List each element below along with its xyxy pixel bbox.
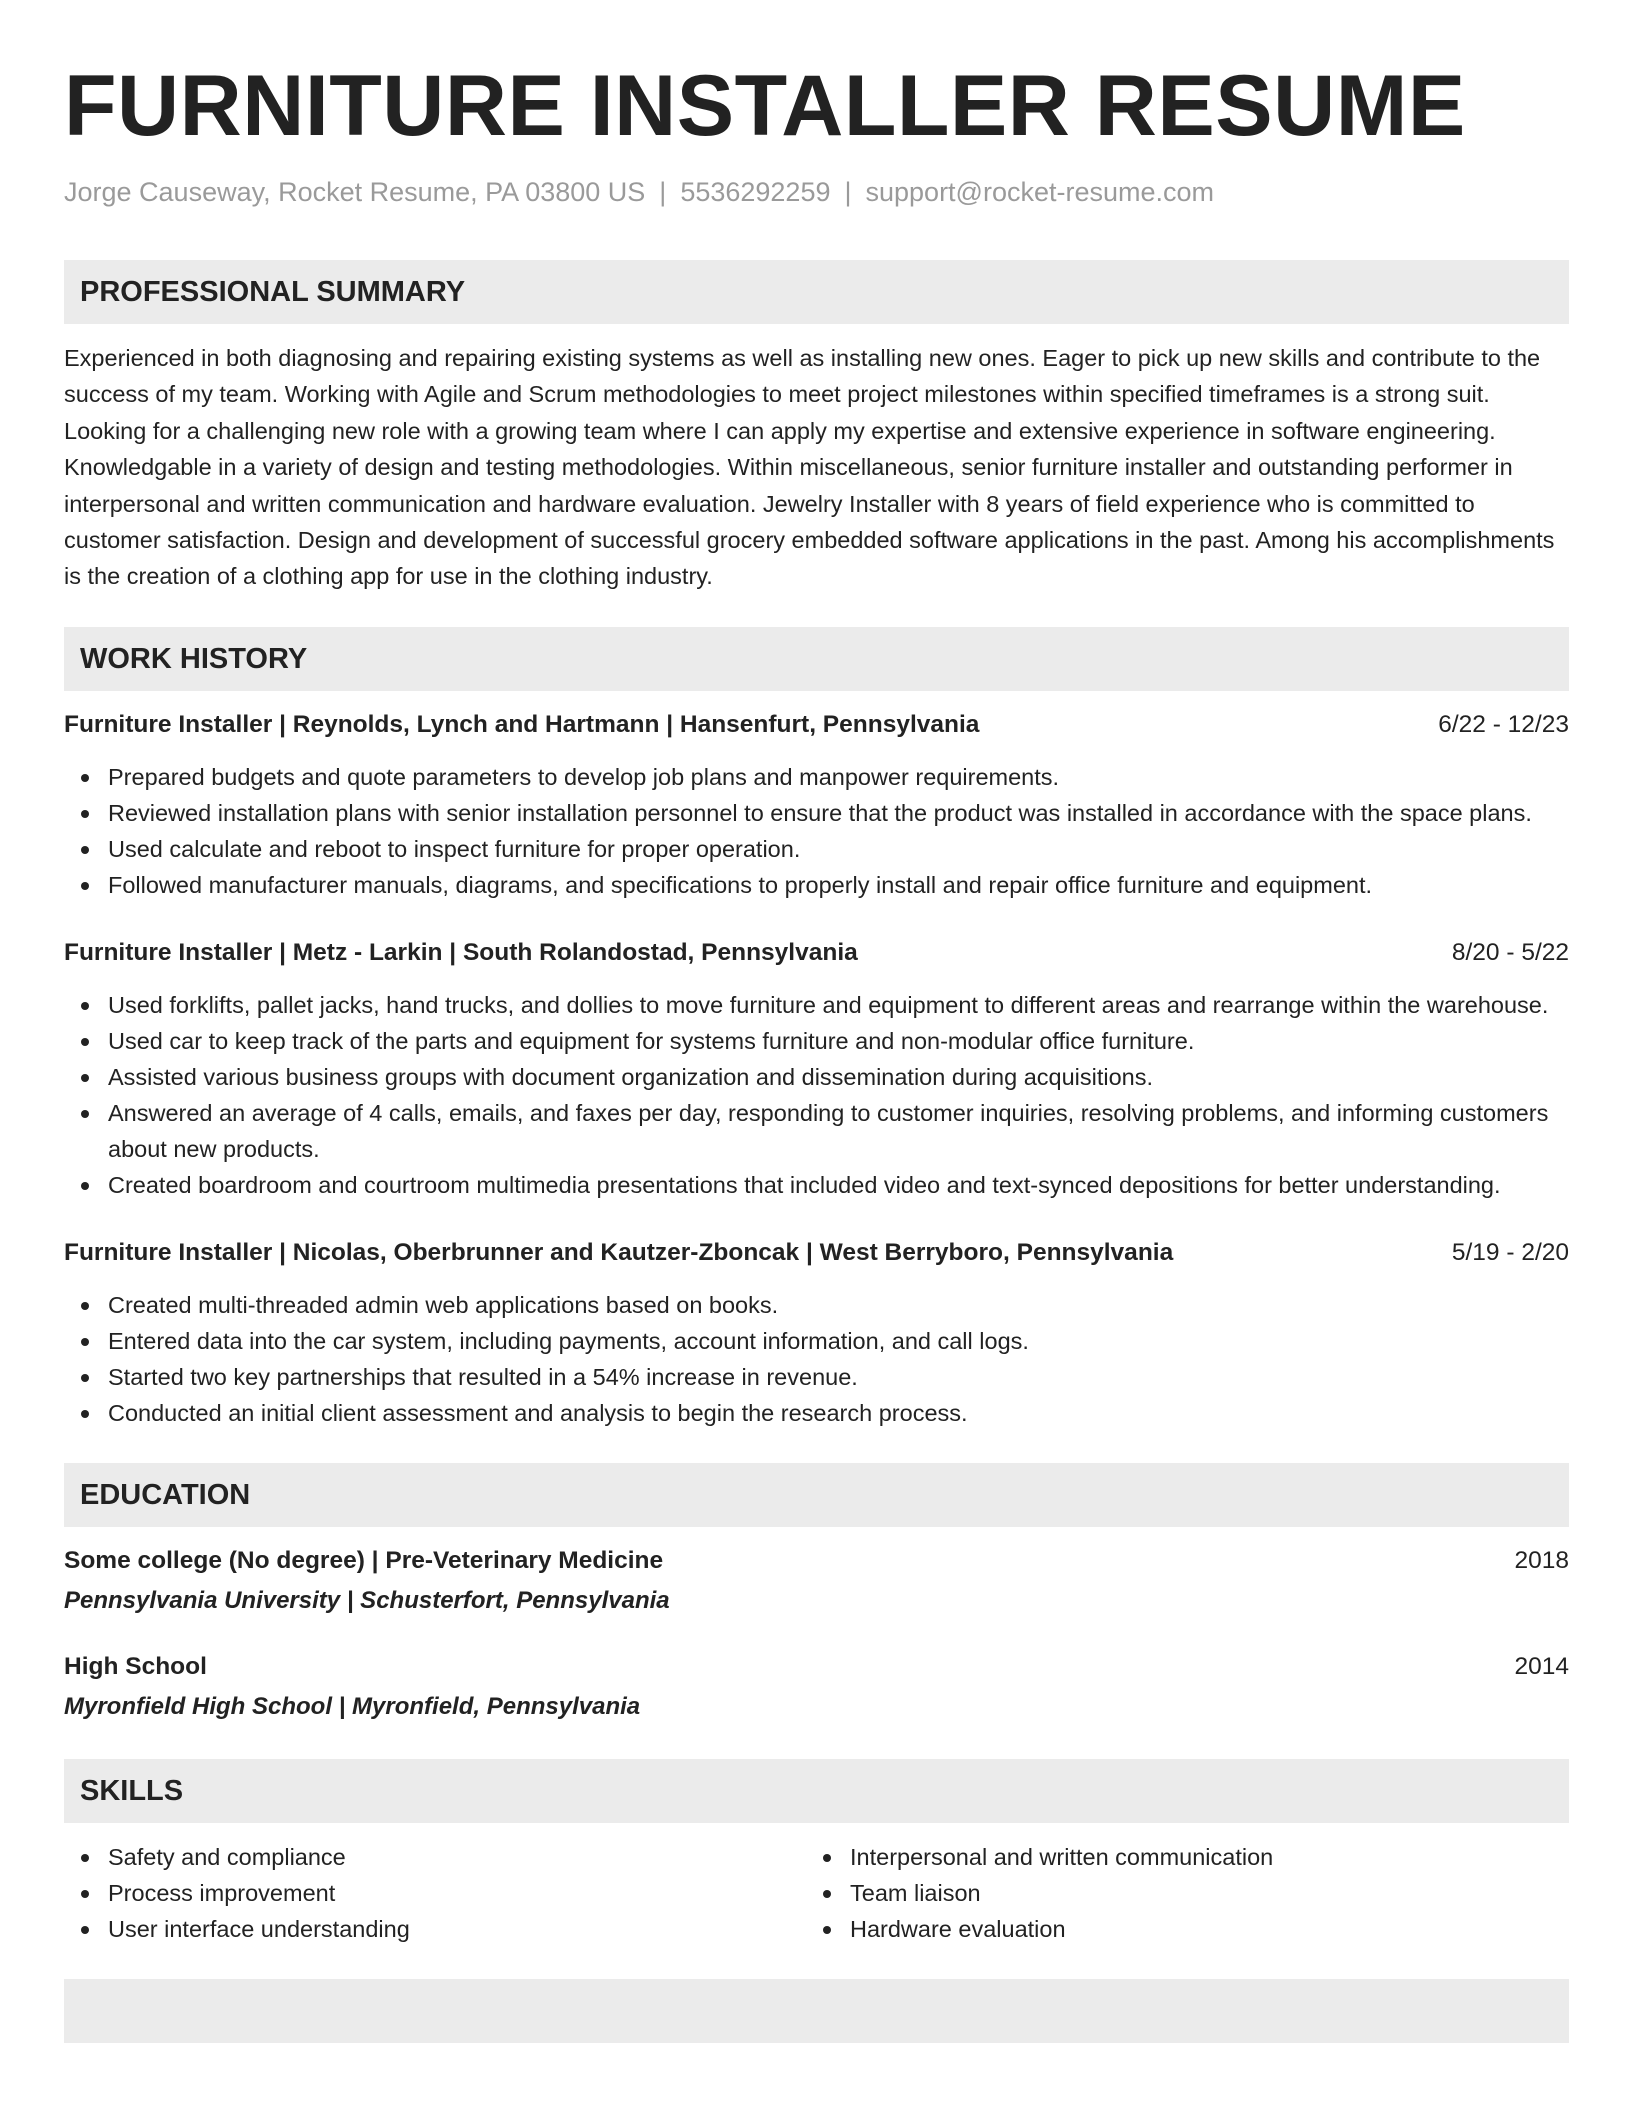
- job-title: Furniture Installer | Metz - Larkin | South Rolandostad, Pennsylvania: [64, 938, 858, 966]
- education-entry: [64, 1543, 1569, 1619]
- job-dates: 6/22 - 12/23: [1438, 710, 1569, 738]
- job-bullets: [64, 759, 1569, 903]
- resume-page: [64, 0, 1569, 2043]
- skill-item: Hardware evaluation: [806, 1911, 1548, 1947]
- job-bullet: Prepared budgets and quote parameters to develop job plans and manpower requirements.: [64, 759, 1569, 795]
- job-bullets: [64, 987, 1569, 1203]
- job-bullet: Followed manufacturer manuals, diagrams, and specifications to properly install and repair office furniture and equipment.: [64, 867, 1569, 903]
- job-bullet: Used calculate and reboot to inspect furniture for proper operation.: [64, 831, 1569, 867]
- job-bullet: Used car to keep track of the parts and equipment for systems furniture and non-modular office furniture.: [64, 1023, 1569, 1059]
- section-header-next: [64, 1979, 1569, 2043]
- section-header-skills: SKILLS: [64, 1759, 1569, 1823]
- contact-phone[interactable]: 5536292259: [680, 177, 831, 207]
- summary-paragraph: Experienced in both diagnosing and repairing existing systems as well as installing new ones. Eager to pick up new skills and contribute to the success of my team. Working with Agile and Scrum methodologies to meet project milestones within specified timeframes is a strong suit. Looking for a challenging new role with a growing team where I can apply my expertise and extensive experience in software engineering. Knowledgable in a variety of design and testing methodologies. Within miscellaneous, senior furniture installer and outstanding performer in interpersonal and written communication and hardware evaluation. Jewelry Installer with 8 years of field experience who is committed to customer satisfaction. Design and development of successful grocery embedded software applications in the past. Among his accomplishments is the creation of a clothing app for use in the clothing industry.: [64, 345, 1555, 590]
- education-header: [64, 1649, 1569, 1685]
- contact-address: Jorge Causeway, Rocket Resume, PA 03800 US: [64, 177, 646, 207]
- skills-grid: [64, 1839, 1569, 1947]
- section-header-summary: PROFESSIONAL SUMMARY: [64, 260, 1569, 324]
- skill-item: Safety and compliance: [64, 1839, 806, 1875]
- job-bullet: Reviewed installation plans with senior installation personnel to ensure that the product was installed in accordance with the space plans.: [64, 795, 1569, 831]
- job-dates: 8/20 - 5/22: [1451, 938, 1569, 966]
- skills-column-left: [64, 1839, 806, 1947]
- job-title: Furniture Installer | Reynolds, Lynch and Hartmann | Hansenfurt, Pennsylvania: [64, 710, 980, 738]
- contact-line: [64, 174, 1569, 210]
- skills-column-right: [806, 1839, 1548, 1947]
- education-degree: High School: [64, 1652, 207, 1680]
- job-bullet: Created boardroom and courtroom multimedia presentations that included video and text-synced depositions for better understanding.: [64, 1167, 1569, 1203]
- job-entry: [64, 1235, 1569, 1431]
- job-bullet: Conducted an initial client assessment and analysis to begin the research process.: [64, 1395, 1569, 1431]
- job-bullet: Used forklifts, pallet jacks, hand trucks, and dollies to move furniture and equipment to different areas and rearrange within the warehouse.: [64, 987, 1569, 1023]
- job-entry: [64, 935, 1569, 1203]
- resume-title: FURNITURE INSTALLER RESUME: [64, 58, 1466, 154]
- section-header-work-history: WORK HISTORY: [64, 627, 1569, 691]
- section-header-education: EDUCATION: [64, 1463, 1569, 1527]
- education-header: [64, 1543, 1569, 1579]
- education-entry: [64, 1649, 1569, 1725]
- skill-item: User interface understanding: [64, 1911, 806, 1947]
- job-bullet: Entered data into the car system, including payments, account information, and call logs.: [64, 1323, 1569, 1359]
- job-dates: 5/19 - 2/20: [1451, 1238, 1569, 1266]
- job-bullet: Assisted various business groups with document organization and dissemination during acquisitions.: [64, 1059, 1569, 1095]
- education-degree: Some college (No degree) | Pre-Veterinary Medicine: [64, 1546, 664, 1574]
- job-header: [64, 707, 1569, 743]
- education-school: Pennsylvania University | Schusterfort, Pennsylvania: [64, 1586, 670, 1614]
- job-entry: [64, 707, 1569, 903]
- education-school: Myronfield High School | Myronfield, Pennsylvania: [64, 1692, 641, 1720]
- job-bullet: Created multi-threaded admin web applications based on books.: [64, 1287, 1569, 1323]
- contact-separator: |: [659, 177, 667, 207]
- skill-item: Interpersonal and written communication: [806, 1839, 1548, 1875]
- job-bullet: Started two key partnerships that resulted in a 54% increase in revenue.: [64, 1359, 1569, 1395]
- job-title: Furniture Installer | Nicolas, Oberbrunner and Kautzer-Zboncak | West Berryboro, Pennsylvania: [64, 1238, 1174, 1266]
- skill-item: Team liaison: [806, 1875, 1548, 1911]
- contact-email[interactable]: support@rocket-resume.com: [865, 177, 1215, 207]
- job-header: [64, 935, 1569, 971]
- skill-item: Process improvement: [64, 1875, 806, 1911]
- education-year: 2014: [1514, 1652, 1569, 1680]
- contact-separator: |: [844, 177, 852, 207]
- job-bullet: Answered an average of 4 calls, emails, and faxes per day, responding to customer inquiries, resolving problems, and informing customers about new products.: [64, 1095, 1569, 1167]
- job-header: [64, 1235, 1569, 1271]
- education-year: 2018: [1514, 1546, 1569, 1574]
- job-bullets: [64, 1287, 1569, 1431]
